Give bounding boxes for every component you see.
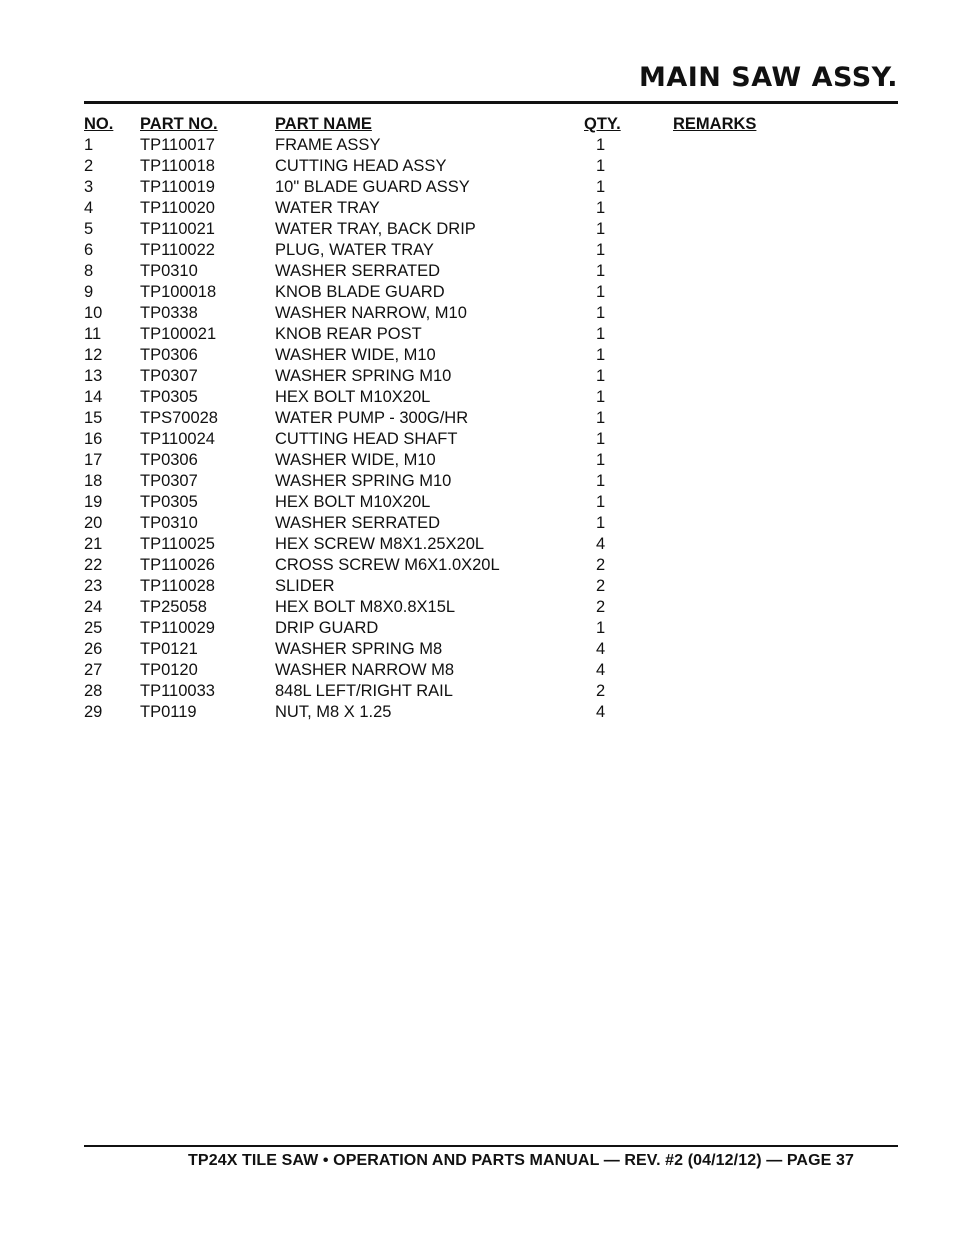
part-quantity: 4 [596,661,606,679]
part-number-index: 12 [84,346,103,364]
part-number-index: 17 [84,451,103,469]
part-name: KNOB REAR POST [275,325,422,343]
table-row [84,471,784,492]
part-number: TP0338 [140,304,198,322]
table-row [84,324,784,345]
part-name: HEX BOLT M10X20L [275,493,431,511]
part-number-index: 29 [84,703,103,721]
part-name: 848L LEFT/RIGHT RAIL [275,682,453,700]
part-name: HEX SCREW M8X1.25X20L [275,535,485,553]
header-rule [84,101,898,104]
part-quantity: 1 [596,136,606,154]
part-name: SLIDER [275,577,335,595]
table-row [84,387,784,408]
part-name: WASHER WIDE, M10 [275,451,436,469]
part-remarks [673,429,784,450]
table-row [84,303,784,324]
table-row [84,177,784,198]
part-remarks [673,219,784,240]
part-name: WASHER NARROW M8 [275,661,455,679]
part-number-index: 18 [84,472,103,490]
part-remarks [673,387,784,408]
parts-table-body [84,135,784,723]
part-remarks [673,303,784,324]
part-name: WATER TRAY [275,199,380,217]
part-number-index: 4 [84,199,94,217]
part-remarks [673,261,784,282]
column-header-part-name: PART NAME [275,115,372,133]
part-remarks [673,534,784,555]
part-remarks [673,555,784,576]
part-name: WASHER WIDE, M10 [275,346,436,364]
table-row [84,681,784,702]
part-quantity: 4 [596,640,606,658]
part-quantity: 1 [596,283,606,301]
part-number-index: 14 [84,388,103,406]
part-quantity: 4 [596,703,606,721]
part-quantity: 2 [596,598,606,616]
part-number-index: 22 [84,556,103,574]
part-number-index: 27 [84,661,103,679]
part-name: WASHER SPRING M10 [275,472,452,490]
part-name: CUTTING HEAD SHAFT [275,430,458,448]
part-number: TP110033 [140,682,215,700]
part-number: TP110017 [140,136,215,154]
table-row [84,660,784,681]
part-number-index: 13 [84,367,103,385]
table-row [84,513,784,534]
table-row [84,702,784,723]
table-row [84,408,784,429]
part-name: WASHER SPRING M8 [275,640,443,658]
table-row [84,261,784,282]
part-name: HEX BOLT M8X0.8X15L [275,598,456,616]
part-number: TP0306 [140,451,198,469]
part-number: TP0310 [140,514,198,532]
column-header-part-no: PART NO. [140,115,218,133]
table-row [84,450,784,471]
part-quantity: 1 [596,262,606,280]
part-number-index: 26 [84,640,103,658]
part-number-index: 10 [84,304,103,322]
part-remarks [673,282,784,303]
part-number-index: 16 [84,430,103,448]
part-number-index: 28 [84,682,103,700]
part-name: WATER TRAY, BACK DRIP [275,220,476,238]
part-quantity: 1 [596,472,606,490]
part-number: TP0120 [140,661,198,679]
part-quantity: 1 [596,304,606,322]
part-name: WASHER SERRATED [275,514,441,532]
part-remarks [673,156,784,177]
table-row [84,156,784,177]
part-remarks [673,198,784,219]
footer-rule [84,1145,898,1147]
part-quantity: 1 [596,451,606,469]
part-number-index: 20 [84,514,103,532]
part-remarks [673,324,784,345]
part-number: TP110019 [140,178,215,196]
part-quantity: 1 [596,346,606,364]
part-remarks [673,345,784,366]
part-number: TP0307 [140,472,198,490]
part-number: TP110020 [140,199,215,217]
page-footer: TP24X TILE SAW • OPERATION AND PARTS MANUAL — REV. #2 (04/12/12) — PAGE 37 [188,1152,854,1169]
part-quantity: 4 [596,535,606,553]
part-quantity: 1 [596,409,606,427]
column-header-qty: QTY. [584,115,621,133]
part-number-index: 9 [84,283,94,301]
part-remarks [673,450,784,471]
part-quantity: 1 [596,514,606,532]
part-remarks [673,492,784,513]
part-remarks [673,408,784,429]
part-name: WASHER SERRATED [275,262,441,280]
part-name: FRAME ASSY [275,136,381,154]
part-quantity: 1 [596,325,606,343]
part-remarks [673,576,784,597]
part-remarks [673,618,784,639]
table-row [84,576,784,597]
part-remarks [673,513,784,534]
part-quantity: 1 [596,367,606,385]
part-number-index: 8 [84,262,94,280]
part-number: TP110028 [140,577,215,595]
part-quantity: 1 [596,619,606,637]
part-name: PLUG, WATER TRAY [275,241,434,259]
part-number: TP110018 [140,157,215,175]
part-quantity: 2 [596,682,606,700]
table-row [84,618,784,639]
part-number-index: 23 [84,577,103,595]
part-number-index: 19 [84,493,103,511]
table-row [84,639,784,660]
part-name: DRIP GUARD [275,619,379,637]
table-row [84,597,784,618]
part-remarks [673,702,784,723]
part-remarks [673,471,784,492]
part-number-index: 25 [84,619,103,637]
table-row [84,135,784,156]
part-name: WATER PUMP - 300G/HR [275,409,469,427]
part-number: TP110021 [140,220,215,238]
column-header-remarks: REMARKS [673,115,757,133]
part-remarks [673,660,784,681]
part-number: TP100021 [140,325,217,343]
table-row [84,429,784,450]
part-number: TP0305 [140,388,198,406]
part-number: TP0306 [140,346,198,364]
table-row [84,219,784,240]
table-row [84,345,784,366]
part-name: CROSS SCREW M6X1.0X20L [275,556,500,574]
part-quantity: 2 [596,577,606,595]
part-number: TP0310 [140,262,198,280]
part-number: TP110022 [140,241,215,259]
part-number-index: 15 [84,409,103,427]
part-number: TP110029 [140,619,215,637]
part-name: WASHER SPRING M10 [275,367,452,385]
column-header-no: NO. [84,115,114,133]
table-row [84,282,784,303]
part-number: TP25058 [140,598,207,616]
table-row [84,534,784,555]
part-name: WASHER NARROW, M10 [275,304,467,322]
part-number: TP0119 [140,703,197,721]
part-number-index: 21 [84,535,103,553]
part-remarks [673,639,784,660]
part-name: CUTTING HEAD ASSY [275,157,447,175]
table-row [84,492,784,513]
part-remarks [673,240,784,261]
part-quantity: 1 [596,199,606,217]
part-number: TP110026 [140,556,215,574]
part-remarks [673,366,784,387]
part-number-index: 3 [84,178,94,196]
table-row [84,366,784,387]
part-name: 10" BLADE GUARD ASSY [275,178,470,196]
part-remarks [673,597,784,618]
table-header-row [84,114,784,135]
part-quantity: 1 [596,430,606,448]
page-title: MAIN SAW ASSY. [638,62,898,93]
part-name: HEX BOLT M10X20L [275,388,431,406]
part-number: TP0307 [140,367,198,385]
table-row [84,555,784,576]
part-quantity: 1 [596,157,606,175]
part-number-index: 2 [84,157,94,175]
part-quantity: 1 [596,241,606,259]
part-number: TP100018 [140,283,217,301]
part-quantity: 1 [596,178,606,196]
part-number: TPS70028 [140,409,218,427]
part-quantity: 2 [596,556,606,574]
part-number: TP110025 [140,535,215,553]
part-remarks [673,177,784,198]
part-name: NUT, M8 X 1.25 [275,703,392,721]
table-row [84,240,784,261]
part-remarks [673,135,784,156]
part-quantity: 1 [596,388,606,406]
part-number-index: 1 [84,136,94,154]
part-number: TP0305 [140,493,198,511]
parts-table [84,114,784,723]
part-number-index: 11 [84,325,102,343]
part-name: KNOB BLADE GUARD [275,283,445,301]
part-number-index: 5 [84,220,94,238]
table-row [84,198,784,219]
part-quantity: 1 [596,493,606,511]
part-number: TP110024 [140,430,215,448]
part-number-index: 6 [84,241,94,259]
part-quantity: 1 [596,220,606,238]
part-number-index: 24 [84,598,103,616]
part-remarks [673,681,784,702]
part-number: TP0121 [140,640,198,658]
